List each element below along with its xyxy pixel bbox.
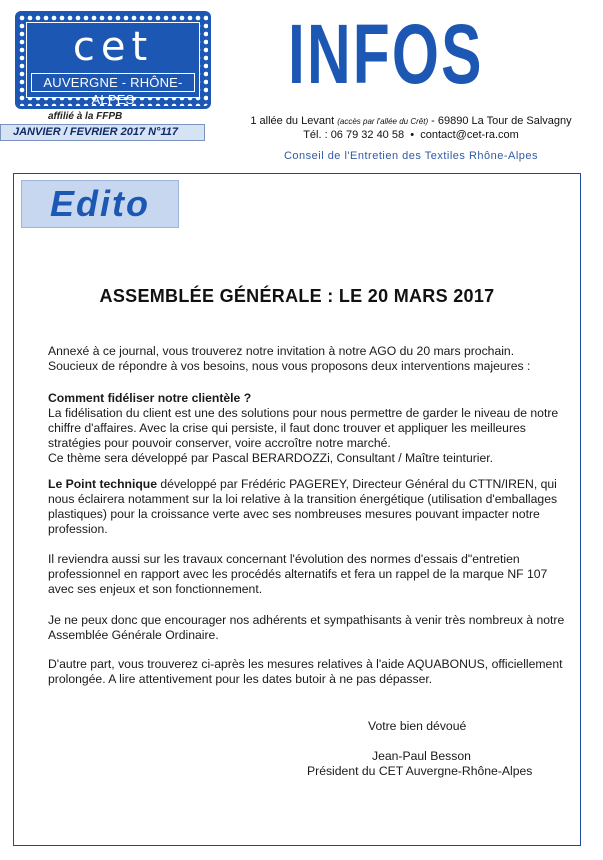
logo-panel — [26, 22, 200, 107]
paragraph-heading: Comment fidéliser notre clientèle ? — [48, 391, 252, 405]
text-line: professionnel en rapport avec les procédés alternatifs et fera un rappel de la marque NF 107 — [48, 567, 548, 581]
bullet-separator: • — [410, 129, 415, 141]
contact-line — [226, 129, 596, 141]
logo-region: AUVERGNE - RHÔNE-ALPES — [31, 73, 195, 92]
cet-logo — [18, 14, 208, 106]
paragraph-intro — [48, 344, 553, 374]
text-line: développé par Frédéric PAGEREY, Directeur Général du CTTN/IREN, qui — [157, 477, 557, 491]
text-line: Ce thème sera développé par Pascal BERARDOZZi, Consultant / Maître teinturier. — [48, 451, 494, 465]
paragraph-point-technique — [48, 477, 558, 537]
paragraph-normes — [48, 552, 553, 597]
text-line: prolongée. A lire attentivement pour les dates butoir à ne pas dépasser. — [48, 672, 433, 686]
text-line: D'autre part, vous trouverez ci-après les mesures relatives à l'aide AQUABONUS, officiellement — [48, 657, 563, 671]
affiliation: affilié à la FFPB — [48, 111, 123, 122]
address-street: 1 allée du Levant — [250, 115, 335, 127]
organisation-tagline: Conseil de l'Entretien des Textiles Rhône-Alpes — [283, 150, 539, 162]
section-label: Edito — [21, 180, 179, 228]
address-line — [226, 114, 596, 129]
paragraph-heading: Le Point technique — [48, 477, 158, 491]
text-line: nous éclairera notamment sur la loi relative à la transition énergétique (utilisation d'emballages — [48, 492, 558, 506]
masthead-title: INFOS — [288, 7, 484, 101]
text-line: Assemblée Générale Ordinaire. — [48, 628, 219, 642]
text-line: avec ses enjeux et son fonctionnement. — [48, 582, 263, 596]
paragraph-aquabonus — [48, 657, 563, 687]
address-city: - 69890 La Tour de Salvagny — [431, 115, 572, 127]
text-line: La fidélisation du client est une des solutions pour nous permettre de garder le niveau de notre — [48, 406, 559, 420]
paragraph-encouragement — [48, 613, 565, 643]
issue-banner: JANVIER / FEVRIER 2017 N°117 — [0, 124, 205, 141]
text-line: Annexé à ce journal, vous trouverez notre invitation à notre AGO du 20 mars prochain. — [48, 344, 515, 358]
address-note: (accès par l'allée du Crêt) — [337, 117, 429, 126]
text-line: stratégies pour pouvoir conserver, voire accroître notre marché. — [48, 436, 391, 450]
signer-role: Président du CET Auvergne-Rhône-Alpes — [307, 764, 533, 778]
text-line: plastiques) pour la croissance verte avec ses nombreuses mesures pouvant impacter notre — [48, 507, 540, 521]
closing-greeting: Votre bien dévoué — [368, 719, 467, 733]
text-line: Soucieux de répondre à vos besoins, nous vous proposons deux interventions majeures : — [48, 359, 531, 373]
phone-number: Tél. : 06 79 32 40 58 — [303, 129, 405, 141]
article-title: ASSEMBLÉE GÉNÉRALE : LE 20 MARS 2017 — [99, 286, 495, 306]
text-line: chiffre d'affaires. Avec la crise qui persiste, il faut donc trouver et appliquer les meilleures — [48, 421, 526, 435]
text-line: Il reviendra aussi sur les travaux concernant l'évolution des normes d'essais d"entretien — [48, 552, 520, 566]
text-line: profession. — [48, 522, 108, 536]
email-address[interactable]: contact@cet-ra.com — [420, 129, 519, 141]
paragraph-fidelisation — [48, 391, 559, 466]
logo-name: cet — [72, 24, 154, 70]
signer-name: Jean-Paul Besson — [372, 749, 471, 763]
text-line: Je ne peux donc que encourager nos adhérents et sympathisants à venir très nombreux à notre — [48, 613, 565, 627]
